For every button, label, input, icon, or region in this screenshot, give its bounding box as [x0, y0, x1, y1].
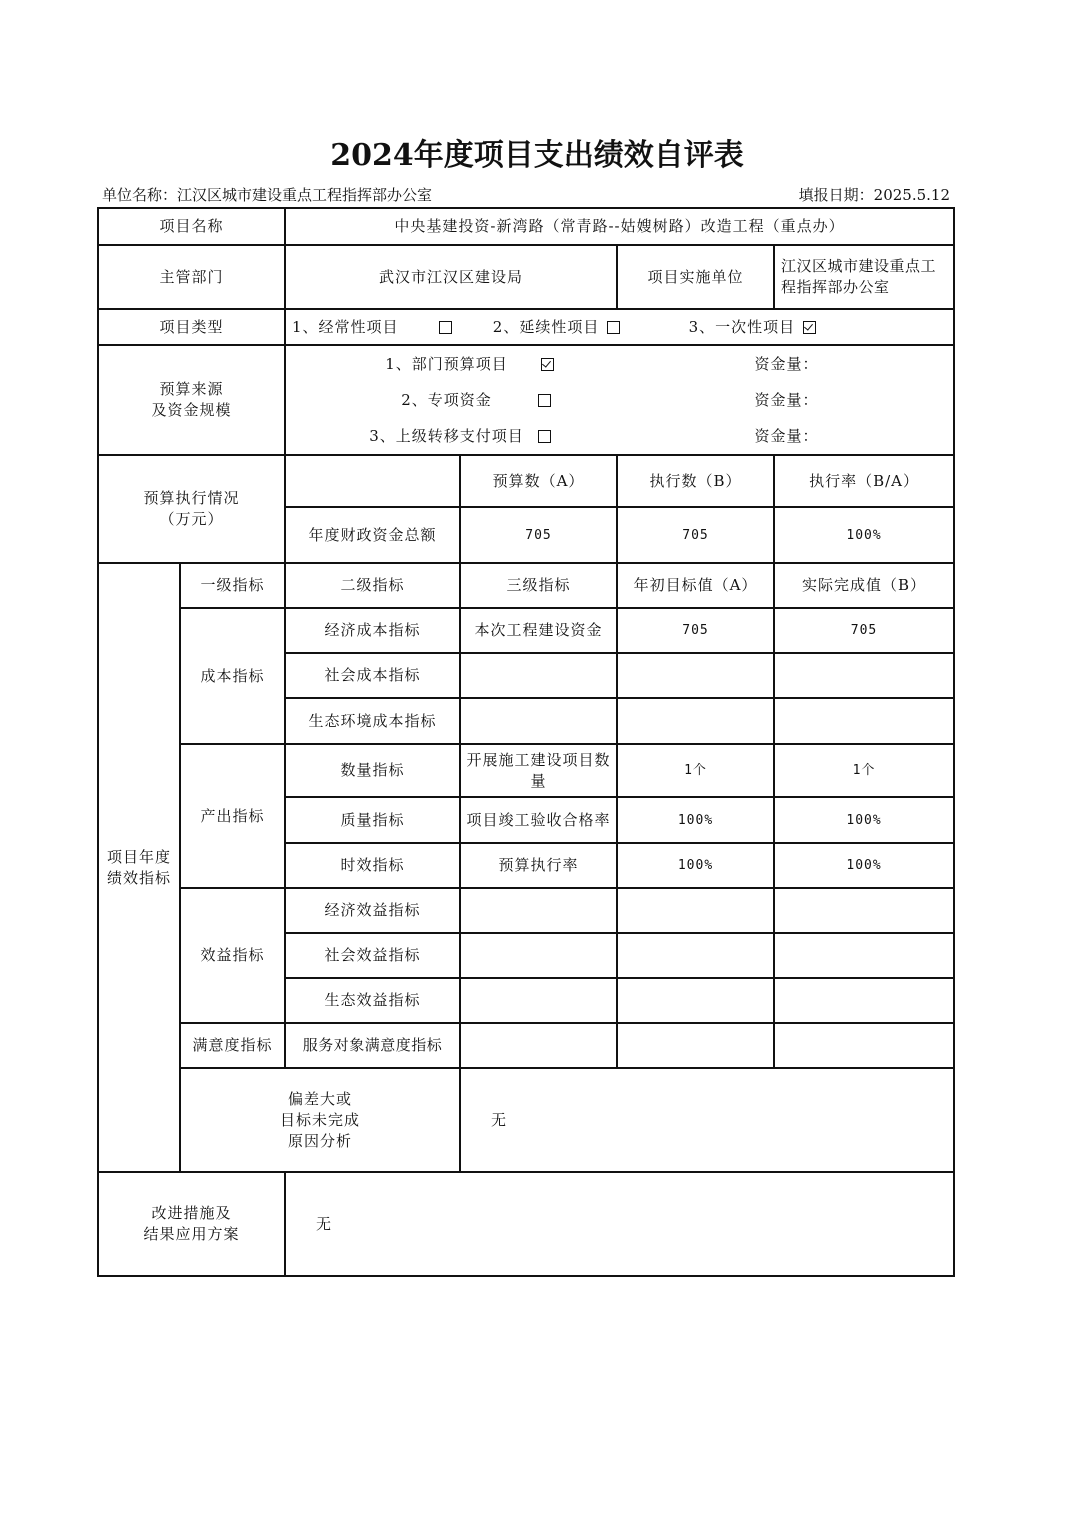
budget-item: 3、上级转移支付项目 资金量：	[369, 426, 819, 445]
l2-indicator: 经济效益指标	[285, 888, 460, 933]
type-option-2[interactable]: 2、延续性项目	[493, 317, 683, 338]
execution-blank	[285, 455, 460, 507]
target-value	[617, 888, 774, 933]
budget-source-items	[285, 345, 954, 455]
execution-value: 705	[460, 507, 617, 563]
l3-indicator: 预算执行率	[460, 843, 617, 888]
l2-indicator: 质量指标	[285, 797, 460, 843]
actual-value	[774, 698, 954, 744]
l3-indicator: 本次工程建设资金	[460, 608, 617, 653]
deviation-label: 偏差大或 目标未完成 原因分析	[180, 1068, 460, 1172]
l2-indicator: 时效指标	[285, 843, 460, 888]
l3-indicator	[460, 698, 617, 744]
benefit-indicator-label: 效益指标	[180, 888, 285, 1023]
l2-indicator: 生态环境成本指标	[285, 698, 460, 744]
department-label: 主管部门	[98, 245, 285, 309]
actual-value	[774, 933, 954, 978]
department-value: 武汉市江汉区建设局	[285, 245, 617, 309]
actual-value	[774, 978, 954, 1023]
target-value	[617, 698, 774, 744]
l2-indicator: 社会成本指标	[285, 653, 460, 698]
l2-indicator: 经济成本指标	[285, 608, 460, 653]
budget-source-label: 预算来源 及资金规模	[98, 345, 285, 455]
execution-label: 预算执行情况 （万元）	[98, 455, 285, 563]
checked-checkbox-icon[interactable]	[803, 321, 816, 334]
satisfaction-indicator-label: 满意度指标	[180, 1023, 285, 1068]
report-date: 填报日期：2025.5.12	[798, 186, 950, 204]
actual-value	[774, 1023, 954, 1068]
budget-item: 2、专项资金 资金量：	[401, 390, 819, 409]
l3-indicator	[460, 978, 617, 1023]
l3-indicator	[460, 653, 617, 698]
checkbox-icon[interactable]	[439, 321, 452, 334]
project-type-options	[285, 309, 954, 345]
checked-checkbox-icon[interactable]	[541, 358, 554, 371]
improvement-label: 改进措施及 结果应用方案	[98, 1172, 285, 1276]
type-option-3[interactable]: 3、一次性项目	[689, 317, 817, 338]
type-option-1[interactable]: 1、经常性项目	[292, 317, 487, 338]
l3-indicator: 开展施工建设项目数量	[460, 744, 617, 797]
indicator-header: 年初目标值（A）	[617, 563, 774, 608]
target-value	[617, 1023, 774, 1068]
indicator-section-label: 项目年度 绩效指标	[98, 563, 180, 1172]
indicator-header: 实际完成值（B）	[774, 563, 954, 608]
unit-name: 单位名称：江汉区城市建设重点工程指挥部办公室	[102, 186, 433, 204]
indicator-header: 三级指标	[460, 563, 617, 608]
actual-value	[774, 653, 954, 698]
actual-value: 705	[774, 608, 954, 653]
target-value: 705	[617, 608, 774, 653]
target-value: 100%	[617, 797, 774, 843]
project-name-label: 项目名称	[98, 208, 285, 245]
budget-item: 1、部门预算项目 资金量：	[385, 354, 819, 373]
execution-value: 705	[617, 507, 774, 563]
l2-indicator: 数量指标	[285, 744, 460, 797]
l2-indicator: 社会效益指标	[285, 933, 460, 978]
execution-header: 执行率（B/A）	[774, 455, 954, 507]
l3-indicator	[460, 888, 617, 933]
output-indicator-label: 产出指标	[180, 744, 285, 888]
target-value: 1个	[617, 744, 774, 797]
indicator-header: 二级指标	[285, 563, 460, 608]
execution-value: 100%	[774, 507, 954, 563]
target-value	[617, 978, 774, 1023]
target-value: 100%	[617, 843, 774, 888]
checkbox-icon[interactable]	[538, 430, 551, 443]
improvement-value: 无	[285, 1172, 954, 1276]
evaluation-table	[97, 207, 955, 1277]
execution-header: 预算数（A）	[460, 455, 617, 507]
target-value	[617, 933, 774, 978]
actual-value: 100%	[774, 797, 954, 843]
execution-row-label: 年度财政资金总额	[285, 507, 460, 563]
l2-indicator: 生态效益指标	[285, 978, 460, 1023]
checkbox-icon[interactable]	[607, 321, 620, 334]
deviation-value: 无	[460, 1068, 954, 1172]
actual-value	[774, 888, 954, 933]
checkbox-icon[interactable]	[538, 394, 551, 407]
project-type-label: 项目类型	[98, 309, 285, 345]
l3-indicator	[460, 1023, 617, 1068]
target-value	[617, 653, 774, 698]
execution-header: 执行数（B）	[617, 455, 774, 507]
impl-unit-value: 江汉区城市建设重点工程指挥部办公室	[774, 245, 954, 309]
project-name-value: 中央基建投资-新湾路（常青路--姑嫂树路）改造工程（重点办）	[285, 208, 954, 245]
indicator-header: 一级指标	[180, 563, 285, 608]
cost-indicator-label: 成本指标	[180, 608, 285, 744]
l2-indicator: 服务对象满意度指标	[285, 1023, 460, 1068]
l3-indicator	[460, 933, 617, 978]
actual-value: 100%	[774, 843, 954, 888]
actual-value: 1个	[774, 744, 954, 797]
form-title: 2024年度项目支出绩效自评表	[330, 138, 744, 173]
l3-indicator: 项目竣工验收合格率	[460, 797, 617, 843]
impl-unit-label: 项目实施单位	[617, 245, 774, 309]
